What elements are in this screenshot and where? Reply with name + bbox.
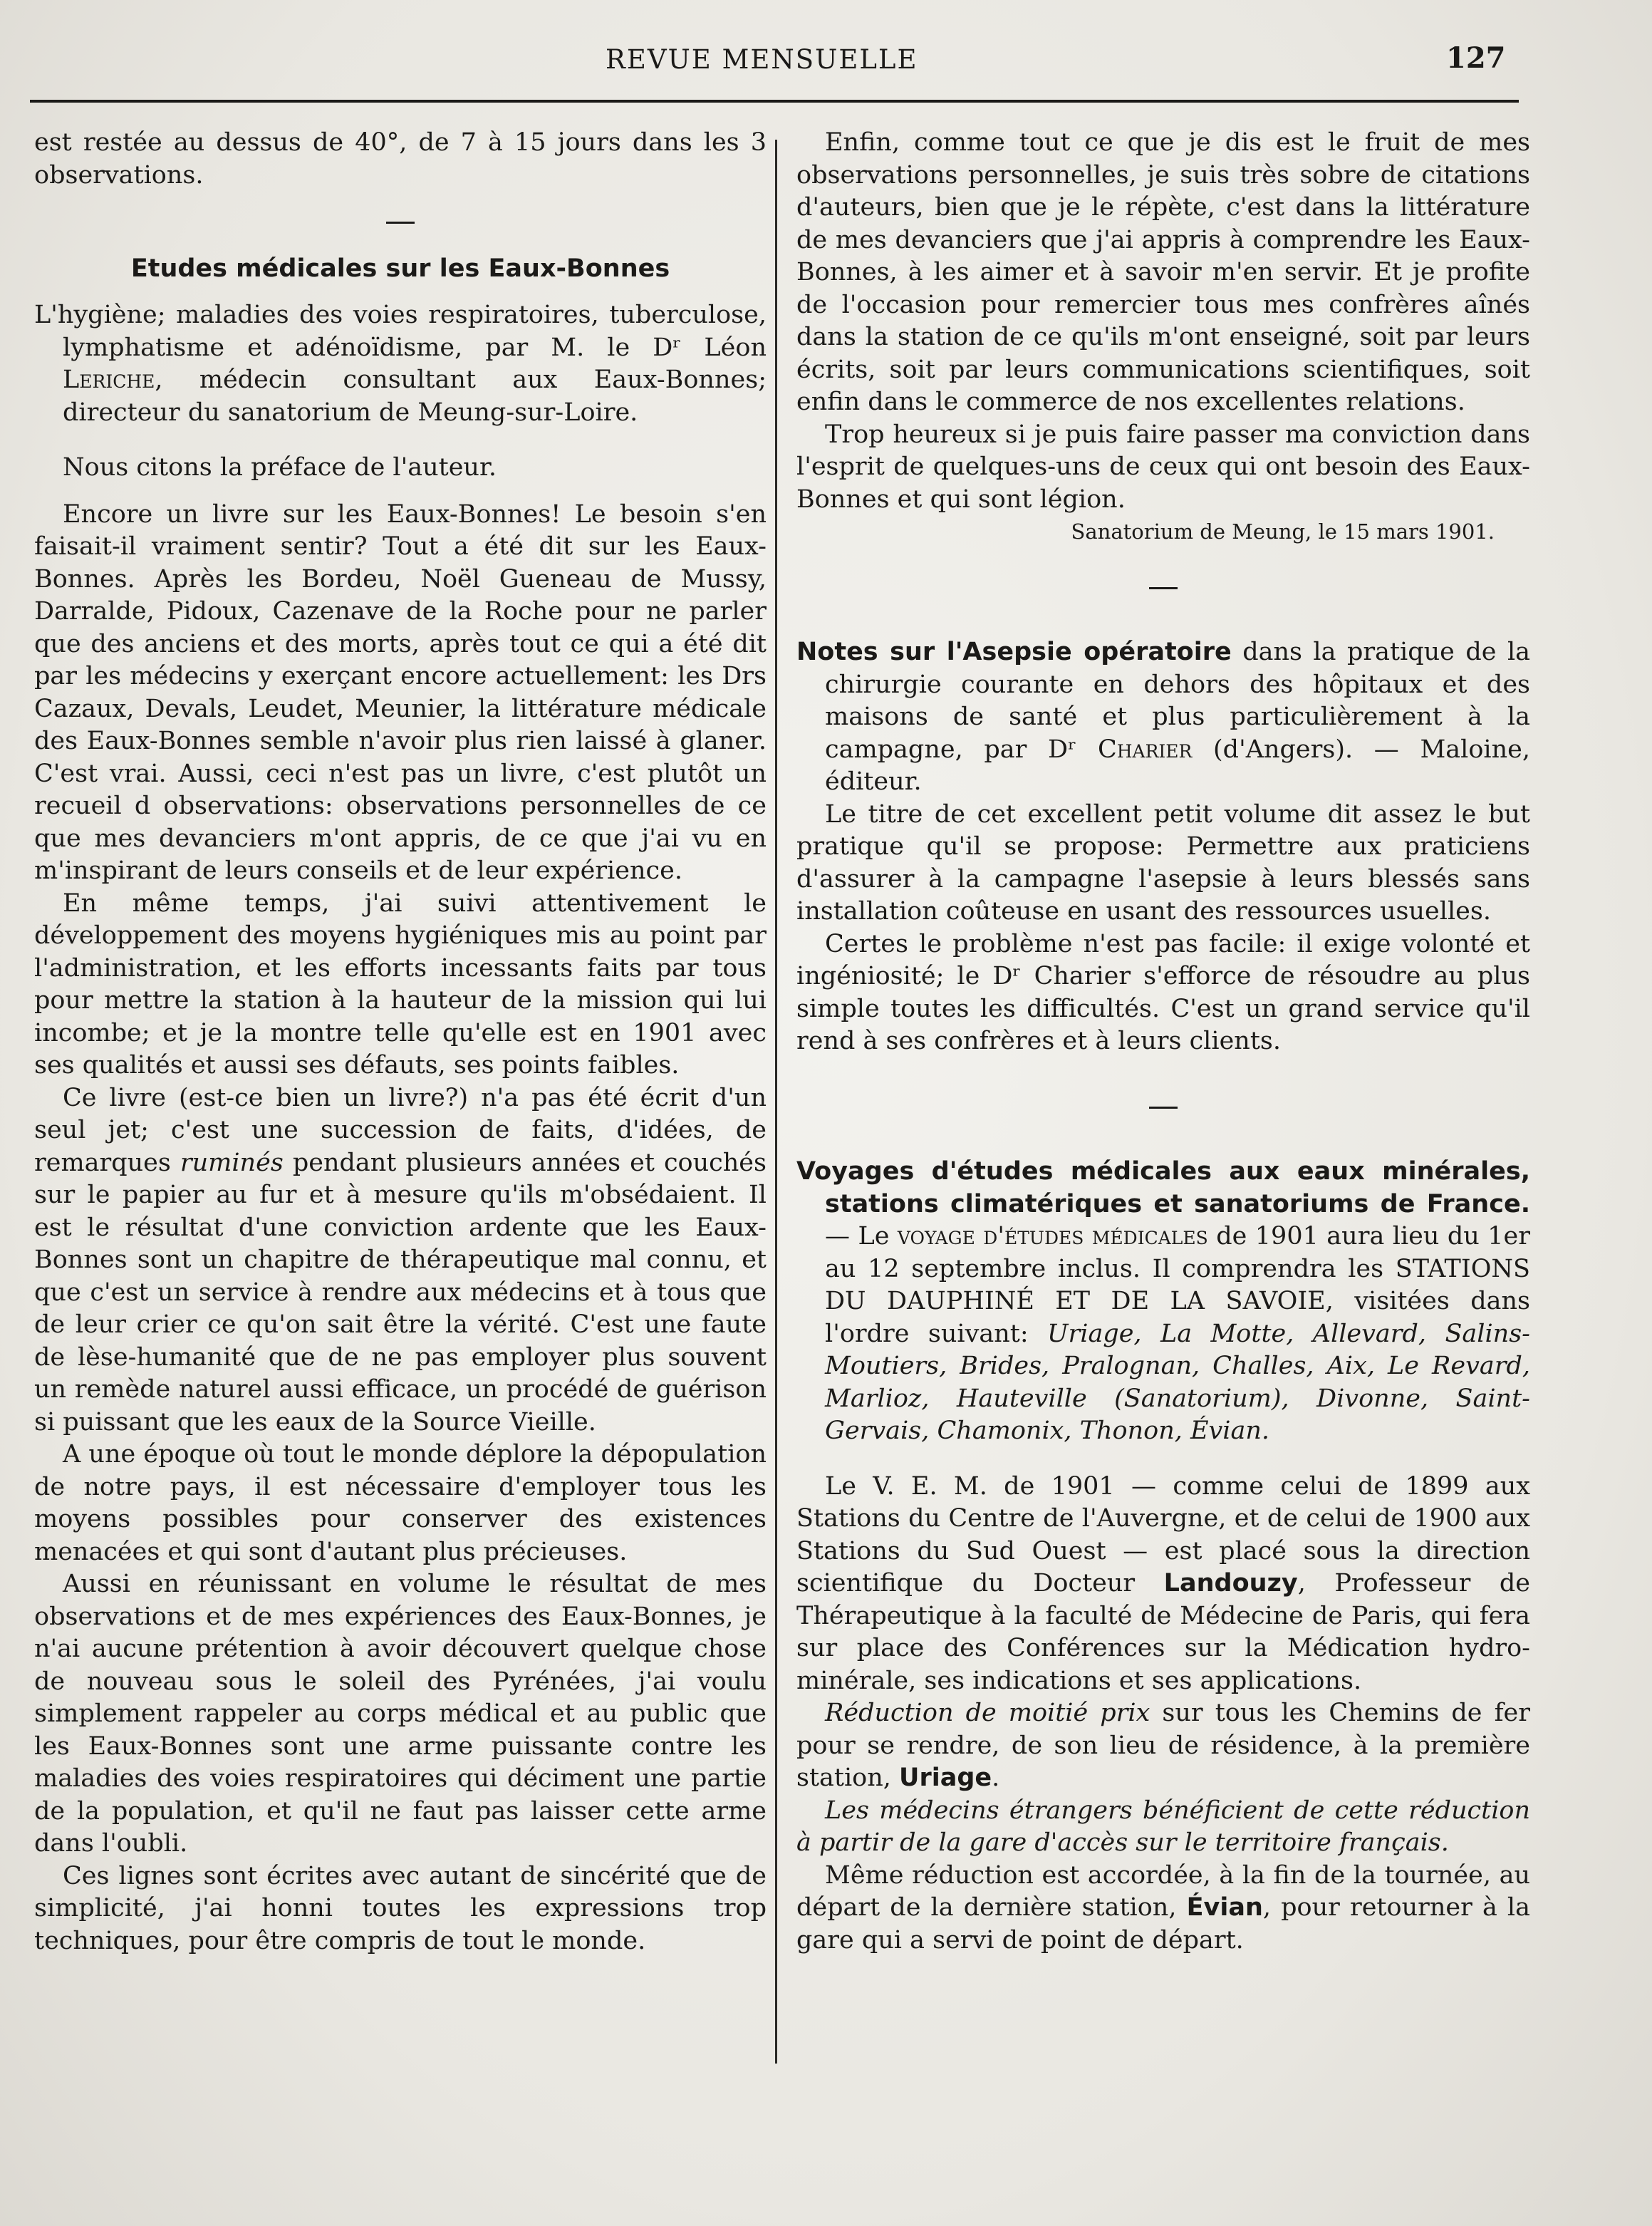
running-head (0, 41, 1652, 84)
article-title-eaux-bonnes: Etudes médicales sur les Eaux-Bonnes (130, 254, 670, 283)
right-paragraph-6 (796, 1697, 1530, 1795)
article-heading-asepsie (796, 636, 1530, 799)
asepsie-heading-a: dans la pratique de la chirurgie courante en dehors des hôpitaux et des maisons de santé et plus particulièrement à la campagne, par Dʳ (825, 638, 1530, 764)
right-column (796, 127, 1530, 1957)
subtitle-text-a: L'hygiène; maladies des voies respiratoires, tuberculose, lymphatisme et adénoïdisme, par M. le Dʳ Léon (34, 301, 767, 362)
right-paragraph-5 (796, 1471, 1530, 1698)
right-paragraph-4: Certes le problème n'est pas facile: il exige volonté et ingéniosité; le Dʳ Charier s'efforce de résoudre au plus simple toutes les difficultés. C'est un grand service qu'il rend à ses confrères et à leurs clients. (796, 929, 1530, 1055)
author-charier: Charier (1097, 735, 1193, 764)
article-heading-voyages (796, 1156, 1530, 1448)
left-column (34, 127, 767, 1957)
stations-list: Uriage, La Motte, Allevard, Salins-Moutiers, Brides, Pralognan, Challes, Aix, Le Revard, Marlioz, Hauteville (Sanatorium), Divonne, Saint-Gervais, Chamonix, Thonon, Évian. (825, 1319, 1530, 1445)
voyages-lead: — Le (825, 1222, 898, 1251)
right-paragraph-6-end: . (992, 1764, 1000, 1792)
right-paragraph-8 (796, 1860, 1530, 1957)
left-paragraph-3: En même temps, j'ai suivi attentivement le développement des moyens hygiéniques mis au point par l'administration, et les efforts incessants faits par tous pour mettre la station à la hauteur de la mission qui lui incombe; et je la montre telle qu'elle est en 1901 avec ses qualités et aussi ses défauts, ses points faibles. (34, 889, 767, 1080)
article-subtitle-eaux-bonnes (34, 299, 767, 429)
right-paragraph-8-a: Même réduction est accordée, à la fin de la tournée, au départ de la dernière station, (796, 1860, 1530, 1922)
right-paragraph-3: Le titre de cet excellent petit volume dit assez le but pratique qu'il se propose: Permettre aux praticiens d'assurer à la campagne l'asepsie à leurs blessés sans installation coûteuse en usant des ressources usuelles. (796, 799, 1530, 926)
right-paragraph-5-a: Le V. E. M. de 1901 — comme celui de 1899 aux Stations du Centre de l'Auvergne, et de celui de 1900 aux Stations du Sud Ouest — est placé sous la direction scientifique du Docteur (796, 1471, 1530, 1598)
left-paragraph-4-a: Ce livre (est-ce bien un livre?) n'a pas été écrit d'un seul jet; c'est une succession de faits, d'idées, de remarques (34, 1083, 767, 1177)
voyages-text: de 1901 aura lieu du 1er au 12 septembre inclus. Il comprendra les STATIONS DU DAUPHINÉ ET DE LA SAVOIE, visitées dans l'ordre suivant: (825, 1222, 1530, 1348)
left-paragraph-4-b: pendant plusieurs années et couchés sur le papier au fur et à mesure qu'ils m'obsédaient. Il est le résultat d'une conviction ardente que les Eaux-Bonnes sont un chapitre de thérapeutique mal connu, et que c'est un service à rendre aux médecins et à tous que de leur crier ce qu'on sait être la vérité. C'est une faute de lèse-humanité que de ne pas employer plus souvent un remède naturel aussi efficace, un procédé de guérison si puissant que les eaux de la Source Vieille. (34, 1148, 767, 1436)
left-paragraph-1: Nous citons la préface de l'auteur. (63, 453, 497, 482)
right-paragraph-7 (796, 1795, 1530, 1860)
article-title-voyages: Voyages d'études médicales aux eaux minérales, stations climatériques et sanatoriums de France. (796, 1157, 1530, 1218)
emphasis-reduction: Réduction de moitié prix (825, 1699, 1150, 1727)
section-separator (34, 206, 767, 239)
right-paragraph-2: Trop heureux si je puis faire passer ma conviction dans l'esprit de quelques-uns de ceux qui ont besoin des Eaux-Bonnes et qui sont légion. (796, 420, 1530, 514)
column-divider (775, 140, 777, 2064)
right-paragraph-8-b: , pour retourner à la gare qui a servi de point de départ. (796, 1893, 1530, 1955)
section-separator (796, 1091, 1530, 1124)
voyage-name: voyage d'études médicales (897, 1222, 1208, 1251)
article-title-asepsie: Notes sur l'Asepsie opératoire (796, 638, 1232, 666)
page-number: 127 (1446, 41, 1506, 75)
place-evian: Évian (1186, 1893, 1263, 1922)
author-leriche: Leriche (63, 366, 155, 394)
left-paragraph-2: Encore un livre sur les Eaux-Bonnes! Le besoin s'en faisait-il vraiment sentir? Tout a été dit sur les Eaux-Bonnes. Après les Bordeu, Noël Gueneau de Mussy, Darralde, Pidoux, Cazenave de la Roche pour ne parler que des anciens et des morts, après tout ce qui a été dit par les médecins y exerçant encore actuellement: les Drs Cazaux, Devals, Leudet, Meunier, la littérature médicale des Eaux-Bonnes semble n'avoir plus rien laissé à glaner. C'est vrai. Aussi, ceci n'est pas un livre, c'est plutôt un recueil d observations: observations personnelles de ce que mes devanciers m'ont appris, de ce que j'ai vu en m'inspirant de leurs conseils et de leur expérience. (34, 499, 767, 885)
place-uriage: Uriage (899, 1764, 992, 1792)
left-paragraph-6: Aussi en réunissant en volume le résultat de mes observations et de mes expériences des Eaux-Bonnes, je n'ai aucune prétention à avoir découvert quelque chose de nouveau sous le soleil des Pyrénées, j'ai voulu simplement rappeler au corps médical et au public que les Eaux-Bonnes sont une arme puissante contre les maladies des voies respiratoires qui déciment une partie de la population, et qu'il ne faut pas laisser cette arme dans l'oubli. (34, 1570, 767, 1858)
right-paragraph-5-b: , Professeur de Thérapeutique à la faculté de Médecine de Paris, qui fera sur place des Conférences sur la Médication hydro-minérale, ses indications et ses applications. (796, 1569, 1530, 1695)
left-opening-paragraph: est restée au dessus de 40°, de 7 à 15 jours dans les 3 observations. (34, 128, 767, 190)
left-paragraph-5: A une époque où tout le monde déplore la dépopulation de notre pays, il est nécessaire d'employer tous les moyens possibles pour conserver des existences menacées et qui sont d'autant plus précieuses. (34, 1440, 767, 1566)
section-separator (796, 571, 1530, 604)
header-rule (30, 100, 1519, 103)
left-paragraph-4 (34, 1082, 767, 1439)
foreign-doctors-note: Les médecins étrangers bénéficient de cette réduction à partir de la gare d'accès sur le territoire français. (796, 1796, 1530, 1857)
preface-signature: Sanatorium de Meung, le 15 mars 1901. (1071, 519, 1495, 544)
name-landouzy: Landouzy (1163, 1569, 1298, 1598)
emphasis-rumines: ruminés (180, 1148, 284, 1177)
asepsie-heading-b: (d'Angers). — Maloine, éditeur. (825, 735, 1530, 796)
right-paragraph-1: Enfin, comme tout ce que je dis est le fruit de mes observations personnelles, je suis très sobre de citations d'auteurs, bien que je le répète, c'est dans la littérature de mes devanciers que j'ai appris à comprendre les Eaux-Bonnes, à les aimer et à savoir m'en servir. Et je profite de l'occasion pour remercier tous mes confrères aînés dans la station de ce qu'ils m'ont enseigné, soit par leurs écrits, soit par leurs communications scientifiques, soit enfin dans le commerce de nos excellentes relations. (796, 128, 1530, 416)
left-paragraph-7: Ces lignes sont écrites avec autant de sincérité que de simplicité, j'ai honni toutes les expressions trop techniques, pour être compris de tout le monde. (34, 1861, 767, 1955)
right-paragraph-6-a: sur tous les Chemins de fer pour se rendre, de son lieu de résidence, à la première station, (796, 1699, 1530, 1792)
subtitle-text-b: , médecin consultant aux Eaux-Bonnes; directeur du sanatorium de Meung-sur-Loire. (63, 366, 767, 427)
running-title: REVUE MENSUELLE (606, 44, 918, 75)
